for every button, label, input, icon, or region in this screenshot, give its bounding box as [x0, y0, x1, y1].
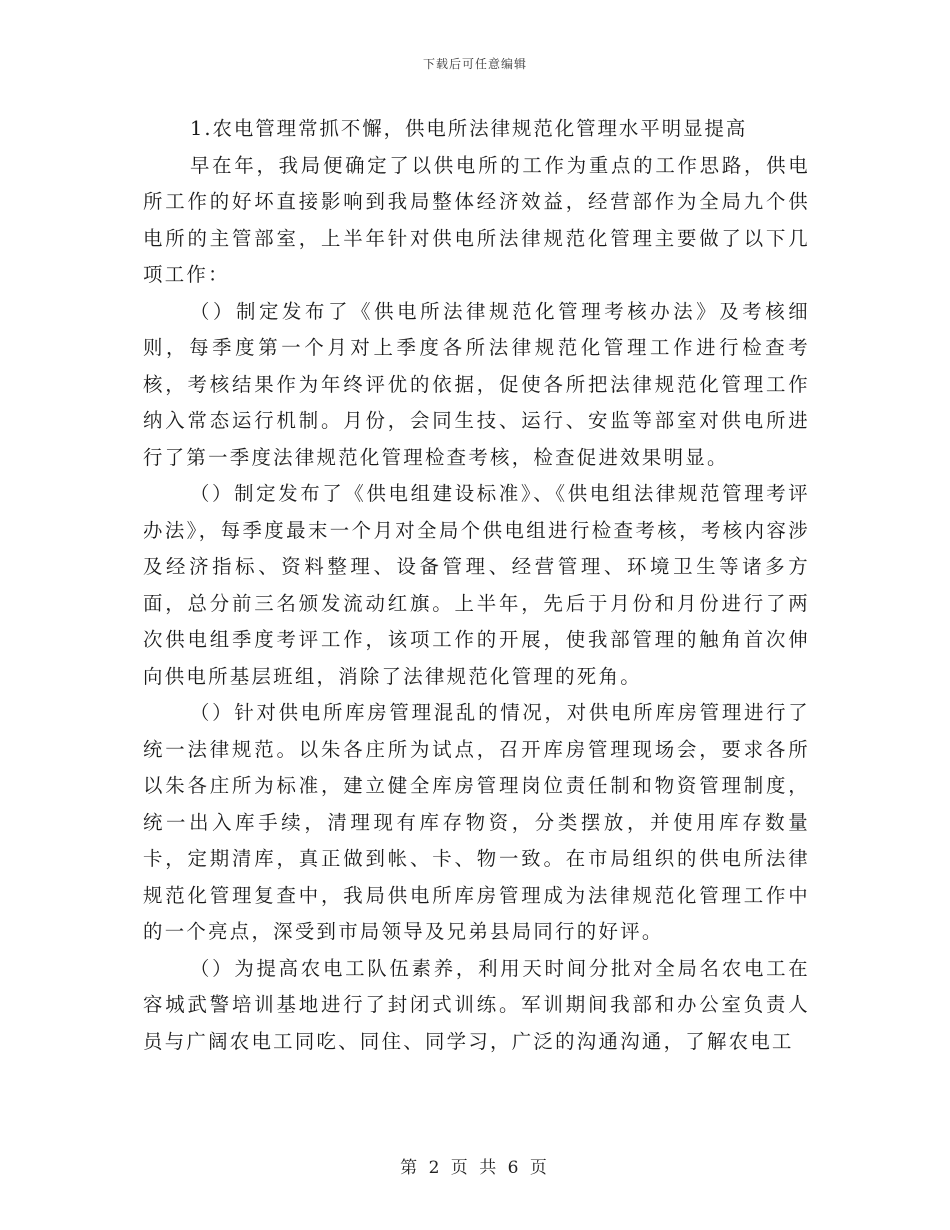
body-paragraph-intro: 早在年，我局便确定了以供电所的工作为重点的工作思路，供电所工作的好坏直接影响到我局整体经济效益，经营部作为全局九个供电所的主管部室，上半年针对供电所法律规范化管理主要做了以下几项工作：	[143, 153, 810, 286]
header-note: 下载后可任意编辑	[422, 57, 527, 71]
body-paragraph-warehouse-management: （）针对供电所库房管理混乱的情况，对供电所库房管理进行了统一法律规范。以朱各庄所为试点，召开库房管理现场会，要求各所以朱各庄所为标准，建立健全库房管理岗位责任制和物资管理制度，统一出入库手续，清理现有库存物资，分类摆放，并使用库存数量卡，定期清库，真正做到帐、卡、物一致。在市局组织的供电所法律规范化管理复查中，我局供电所库房管理成为法律规范化管理工作中的一个亮点，深受到市局领导及兄弟县局同行的好评。	[143, 701, 810, 943]
body-paragraph-group-standards: （）制定发布了《供电组建设标准》、《供电组法律规范管理考评办法》，每季度最末一个月对全局个供电组进行检查考核，考核内容涉及经济指标、资料整理、设备管理、经营管理、环境卫生等诸多方面，总分前三名颁发流动红旗。上半年，先后于月份和月份进行了两次供电组季度考评工作，该项工作的开展，使我部管理的触角首次伸向供电所基层班组，消除了法律规范化管理的死角。	[143, 482, 810, 688]
section-heading: 1.农电管理常抓不懈，供电所法律规范化管理水平明显提高	[190, 117, 748, 140]
body-paragraph-training: （）为提高农电工队伍素养，利用天时间分批对全局名农电工在容城武警培训基地进行了封闭式训练。军训期间我部和办公室负责人员与广阔农电工同吃、同住、同学习，广泛的沟通沟通，了解农电工	[143, 956, 810, 1053]
page-number: 第 2 页 共 6 页	[400, 1158, 550, 1178]
document-body	[143, 111, 810, 1060]
body-paragraph-assessment-method: （）制定发布了《供电所法律规范化管理考核办法》及考核细则，每季度第一个月对上季度各所法律规范化管理工作进行检查考核，考核结果作为年终评优的依据，促使各所把法律规范化管理工作纳入常态运行机制。月份，会同生技、运行、安监等部室对供电所进行了第一季度法律规范化管理检查考核，检查促进效果明显。	[143, 299, 810, 469]
